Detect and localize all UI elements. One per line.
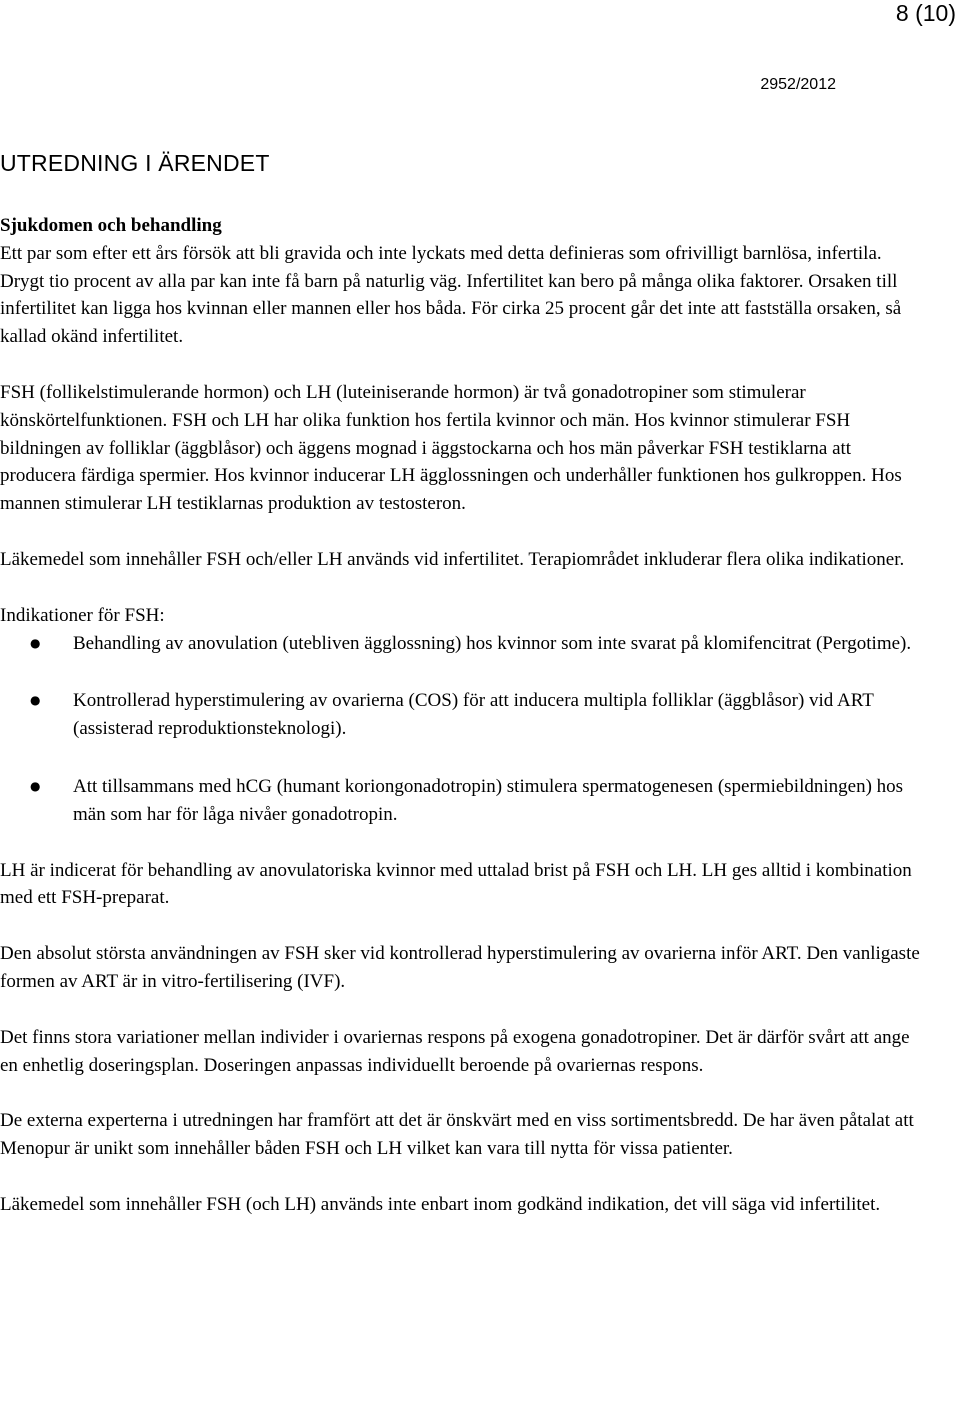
paragraph-fsh-usage: Den absolut största användningen av FSH sker vid kontrollerad hyperstimulering av ovarierna inför ART. Den vanligaste formen av ART är in vitro-fertilisering (IVF). <box>0 943 920 992</box>
page-number: 8 (10) <box>895 0 956 26</box>
indications-list <box>0 630 930 829</box>
list-item-text: Behandling av anovulation (utebliven ägglossning) hos kvinnor som inte svarat på klomifencitrat (Pergotime). <box>73 632 912 654</box>
bullet-icon: ● <box>30 778 41 793</box>
paragraph-off-label: Läkemedel som innehåller FSH (och LH) används inte enbart inom godkänd indikation, det vill säga vid infertilitet. <box>0 1193 881 1215</box>
document-body <box>0 212 930 1219</box>
list-item-text: Kontrollerad hyperstimulering av ovarierna (COS) för att inducera multipla folliklar (äggblåsor) vid ART (assisterad reproduktionsteknologi). <box>73 690 874 740</box>
paragraph-lh-indication: LH är indicerat för behandling av anovulatoriska kvinnor med uttalad brist på FSH och LH. LH ges alltid i kombination med ett FSH-preparat. <box>0 859 912 909</box>
section-heading: UTREDNING I ÄRENDET <box>0 150 270 176</box>
list-item <box>0 630 930 658</box>
paragraph-therapy-area: Läkemedel som innehåller FSH och/eller LH används vid infertilitet. Terapiområdet inkluderar flera olika indikationer. <box>0 548 905 570</box>
subheading: Sjukdomen och behandling <box>0 215 222 236</box>
document-number: 2952/2012 <box>760 76 836 93</box>
paragraph-background: Ett par som efter ett års försök att bli gravida och inte lyckats med detta definieras som ofrivilligt barnlösa, infertila. Drygt tio procent av alla par kan inte få barn på naturlig väg. Infertilitet kan bero på många olika faktorer. Orsaken till infertilitet kan ligga hos kvinnan eller mannen eller hos båda. För cirka 25 procent går det inte att fastställa orsaken, så kallad okänd infertilitet. <box>0 242 902 348</box>
list-item <box>0 773 930 829</box>
bullet-icon: ● <box>30 635 41 650</box>
paragraph-indications-intro: Indikationer för FSH: <box>0 604 165 626</box>
list-item-text: Att tillsammans med hCG (humant koriongonadotropin) stimulera spermatogenesen (spermiebildningen) hos män som har för låga nivåer gonadotropin. <box>73 775 904 825</box>
list-item <box>0 687 930 743</box>
paragraph-dosing: Det finns stora variationer mellan individer i ovariernas respons på exogena gonadotropiner. Det är därför svårt att ange en enhetlig doseringsplan. Doseringen anpassas individuellt beroende på ovariernas respons. <box>0 1026 910 1076</box>
bullet-icon: ● <box>30 693 41 708</box>
paragraph-hormones: FSH (follikelstimulerande hormon) och LH (luteiniserande hormon) är två gonadotropiner som stimulerar könskörtelfunktionen. FSH och LH har olika funktion hos fertila kvinnor och män. Hos kvinnor stimulerar FSH bildningen av folliklar (äggblåsor) och äggens mognad i äggstockarna och hos män påverkar FSH testiklarna att producera färdiga spermier. Hos kvinnor inducerar LH ägglossningen och underhåller funktionen hos gulkroppen. Hos mannen stimulerar LH testiklarnas produktion av testosteron. <box>0 381 902 515</box>
paragraph-experts: De externa experterna i utredningen har framfört att det är önskvärt med en viss sortimentsbredd. De har även påtalat att Menopur är unikt som innehåller båden FSH och LH vilket kan vara till nytta för vissa patienter. <box>0 1110 914 1160</box>
